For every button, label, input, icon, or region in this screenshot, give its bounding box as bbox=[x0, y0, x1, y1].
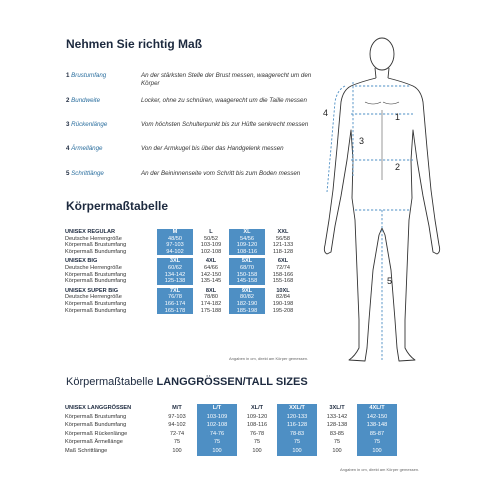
size-value: 134-142 bbox=[157, 272, 193, 279]
size-header: XXL bbox=[277, 229, 289, 235]
figure-label-2: 2 bbox=[395, 162, 401, 172]
table-row bbox=[63, 438, 397, 447]
measurement-description: An der Beininnenseite vom Schritt bis zum Boden messen bbox=[141, 170, 301, 177]
size-value: 68/70 bbox=[229, 265, 265, 272]
size-value: 135-145 bbox=[200, 278, 222, 285]
group-name: UNISEX BIG bbox=[65, 258, 98, 265]
size-value: 78-83 bbox=[277, 430, 317, 439]
size-value: 100 bbox=[252, 447, 262, 454]
table-header-row bbox=[63, 288, 301, 295]
size-value: 182-190 bbox=[229, 301, 265, 308]
size-value: 75 bbox=[197, 438, 237, 447]
size-value: 72/74 bbox=[276, 264, 290, 271]
measurement-label bbox=[66, 97, 138, 105]
size-value: 50/52 bbox=[204, 235, 218, 242]
tall-table-note: Angaben in cm, direkt am Körper gemessen. bbox=[340, 467, 420, 472]
size-value: 145-158 bbox=[229, 278, 265, 285]
table-row bbox=[63, 265, 301, 272]
size-value: 100 bbox=[357, 447, 397, 456]
measurement-label bbox=[66, 121, 138, 129]
row-label: Körpermaß Rückenlänge bbox=[65, 430, 128, 437]
table-header-row bbox=[63, 404, 397, 413]
measurement-description: Locker, ohne zu schnüren, waagerecht um die Taille messen bbox=[141, 97, 307, 104]
size-header: L/T bbox=[197, 404, 237, 413]
size-value: 56/58 bbox=[276, 235, 290, 242]
size-value: 142-150 bbox=[357, 413, 397, 422]
size-value: 54/56 bbox=[229, 236, 265, 243]
measurement-description: Vom höchsten Schulterpunkt bis zur Hüfte senkrecht messen bbox=[141, 121, 309, 128]
size-value: 80/82 bbox=[229, 294, 265, 301]
size-value: 165-178 bbox=[157, 308, 193, 315]
row-label: Körpermaß Bundumfang bbox=[65, 422, 127, 429]
size-value: 75 bbox=[277, 438, 317, 447]
measurement-description: Von der Armkugel bis über das Handgelenk messen bbox=[141, 145, 284, 152]
size-value: 118-128 bbox=[272, 248, 294, 255]
size-value: 76-78 bbox=[249, 430, 265, 437]
size-value: 85-87 bbox=[357, 430, 397, 439]
table-row bbox=[63, 236, 301, 243]
tall-size-table bbox=[63, 404, 397, 456]
tall-title-plain: Körpermaßtabelle bbox=[66, 376, 157, 388]
page-heading: Nehmen Sie richtig Maß bbox=[66, 37, 203, 51]
size-header: 4XL bbox=[205, 258, 217, 265]
size-value: 102-108 bbox=[197, 421, 237, 430]
size-header: M/T bbox=[172, 405, 182, 411]
table-note: Angaben in cm, direkt am Körper gemessen. bbox=[229, 356, 309, 361]
figure-label-5: 5 bbox=[387, 276, 393, 286]
size-value: 155-168 bbox=[272, 278, 294, 285]
size-header: 3XL bbox=[157, 258, 193, 265]
measurement-label bbox=[66, 145, 138, 153]
size-value: 109-120 bbox=[246, 413, 268, 420]
table-header-row bbox=[63, 258, 301, 265]
group-name: UNISEX REGULAR bbox=[65, 229, 116, 235]
size-header: 3XL/T bbox=[329, 405, 345, 411]
size-value: 97-103 bbox=[157, 242, 193, 249]
measurement-number: 4 bbox=[66, 145, 72, 152]
table-row bbox=[63, 249, 301, 256]
row-label: Körpermaß Brustumfang bbox=[65, 413, 127, 420]
measurement-description: An der stärksten Stelle der Brust messen, waagerecht um den Körper bbox=[141, 72, 312, 87]
size-value: 103-109 bbox=[197, 413, 237, 422]
size-value: 175-188 bbox=[200, 307, 222, 314]
size-value: 120-133 bbox=[277, 413, 317, 422]
table-row bbox=[63, 301, 301, 308]
size-value: 133-142 bbox=[326, 413, 348, 420]
row-label: Deutsche Herrengröße bbox=[65, 264, 122, 271]
measurement-number: 1 bbox=[66, 72, 72, 79]
size-value: 75 bbox=[173, 439, 181, 446]
size-value: 94-102 bbox=[168, 422, 186, 429]
size-value: 76/78 bbox=[157, 294, 193, 301]
size-value: 100 bbox=[277, 447, 317, 456]
table-row bbox=[63, 430, 397, 439]
size-value: 75 bbox=[357, 438, 397, 447]
size-value: 100 bbox=[197, 447, 237, 456]
size-value: 108-116 bbox=[229, 249, 265, 256]
table-header-row bbox=[63, 229, 301, 236]
figure-label-3: 3 bbox=[359, 136, 365, 146]
size-value: 195-208 bbox=[272, 307, 294, 314]
size-value: 75 bbox=[333, 439, 341, 446]
table-row bbox=[63, 278, 301, 285]
size-value: 94-102 bbox=[157, 249, 193, 256]
row-label: Körpermaß Ärmellänge bbox=[65, 439, 123, 446]
group-name: UNISEX LANGGRÖSSEN bbox=[65, 405, 132, 411]
table-row bbox=[63, 421, 397, 430]
size-value: 48/50 bbox=[157, 236, 193, 243]
row-label: Körpermaß Bundumfang bbox=[65, 307, 127, 314]
size-value: 72-74 bbox=[169, 430, 185, 437]
size-value: 125-138 bbox=[157, 278, 193, 285]
size-value: 190-198 bbox=[272, 300, 294, 307]
row-label: Körpermaß Bundumfang bbox=[65, 248, 127, 255]
size-value: 185-198 bbox=[229, 308, 265, 315]
row-label: Körpermaß Bundumfang bbox=[65, 278, 127, 285]
size-value: 78/80 bbox=[204, 294, 218, 301]
table-title: Körpermaßtabelle bbox=[66, 199, 169, 213]
size-value: 64/66 bbox=[204, 264, 218, 271]
size-header: 9XL bbox=[229, 288, 265, 295]
size-value: 97-103 bbox=[168, 413, 186, 420]
size-value: 100 bbox=[172, 447, 182, 454]
size-header: 8XL bbox=[205, 287, 217, 294]
row-label: Deutsche Herrengröße bbox=[65, 294, 122, 301]
size-value: 150-158 bbox=[229, 272, 265, 279]
measurement-number: 2 bbox=[66, 97, 72, 104]
size-header: L bbox=[209, 229, 213, 235]
size-value: 103-109 bbox=[200, 242, 222, 249]
figure-label-4: 4 bbox=[323, 108, 329, 118]
figure-label-1: 1 bbox=[395, 112, 401, 122]
size-table bbox=[63, 229, 301, 314]
size-value: 158-166 bbox=[272, 271, 294, 278]
body-measurement-figure bbox=[315, 30, 475, 375]
table-row bbox=[63, 242, 301, 249]
measurement-name: Ärmellänge bbox=[71, 145, 103, 152]
size-value: 82/84 bbox=[276, 294, 290, 301]
size-value: 116-128 bbox=[277, 421, 317, 430]
size-header: 5XL bbox=[229, 258, 265, 265]
table-row bbox=[63, 447, 397, 456]
measurement-name: Rückenlänge bbox=[71, 121, 108, 128]
size-value: 75 bbox=[253, 439, 261, 446]
size-value: 174-182 bbox=[200, 300, 222, 307]
row-label: Körpermaß Brustumfang bbox=[65, 300, 127, 307]
size-header: XL bbox=[229, 229, 265, 236]
table-row bbox=[63, 308, 301, 315]
tall-table-title bbox=[66, 376, 308, 388]
table-row bbox=[63, 272, 301, 279]
size-header: XL/T bbox=[250, 405, 264, 411]
measurement-label bbox=[66, 170, 138, 178]
size-header: 7XL bbox=[157, 288, 193, 295]
measurement-name: Brustumfang bbox=[71, 72, 107, 79]
size-header: 4XL/T bbox=[357, 404, 397, 413]
size-value: 60/62 bbox=[157, 265, 193, 272]
size-value: 166-174 bbox=[157, 301, 193, 308]
measurement-label bbox=[66, 72, 138, 80]
size-header: XXL/T bbox=[277, 404, 317, 413]
measurement-name: Schrittlänge bbox=[71, 170, 104, 177]
row-label: Körpermaß Brustumfang bbox=[65, 242, 127, 249]
tall-title-bold: LANGGRÖSSEN/TALL SIZES bbox=[156, 376, 308, 388]
size-value: 83-85 bbox=[329, 430, 345, 437]
measurement-name: Bundweite bbox=[71, 97, 101, 104]
size-value: 74-76 bbox=[197, 430, 237, 439]
measurement-number: 5 bbox=[66, 170, 72, 177]
size-header: M bbox=[157, 229, 193, 236]
row-label: Maß Schrittlänge bbox=[65, 447, 108, 454]
size-value: 108-116 bbox=[246, 422, 268, 429]
size-value: 121-133 bbox=[272, 242, 294, 249]
size-value: 128-138 bbox=[326, 422, 348, 429]
row-label: Körpermaß Brustumfang bbox=[65, 271, 127, 278]
table-row bbox=[63, 294, 301, 301]
size-value: 142-150 bbox=[200, 271, 222, 278]
group-name: UNISEX SUPER BIG bbox=[65, 287, 119, 294]
row-label: Deutsche Herrengröße bbox=[65, 235, 122, 242]
size-value: 138-148 bbox=[357, 421, 397, 430]
size-header: 6XL bbox=[277, 258, 289, 265]
size-value: 102-108 bbox=[200, 248, 222, 255]
size-value: 100 bbox=[332, 447, 342, 454]
measurement-number: 3 bbox=[66, 121, 72, 128]
size-value: 109-120 bbox=[229, 242, 265, 249]
size-header: 10XL bbox=[276, 287, 290, 294]
table-row bbox=[63, 413, 397, 422]
